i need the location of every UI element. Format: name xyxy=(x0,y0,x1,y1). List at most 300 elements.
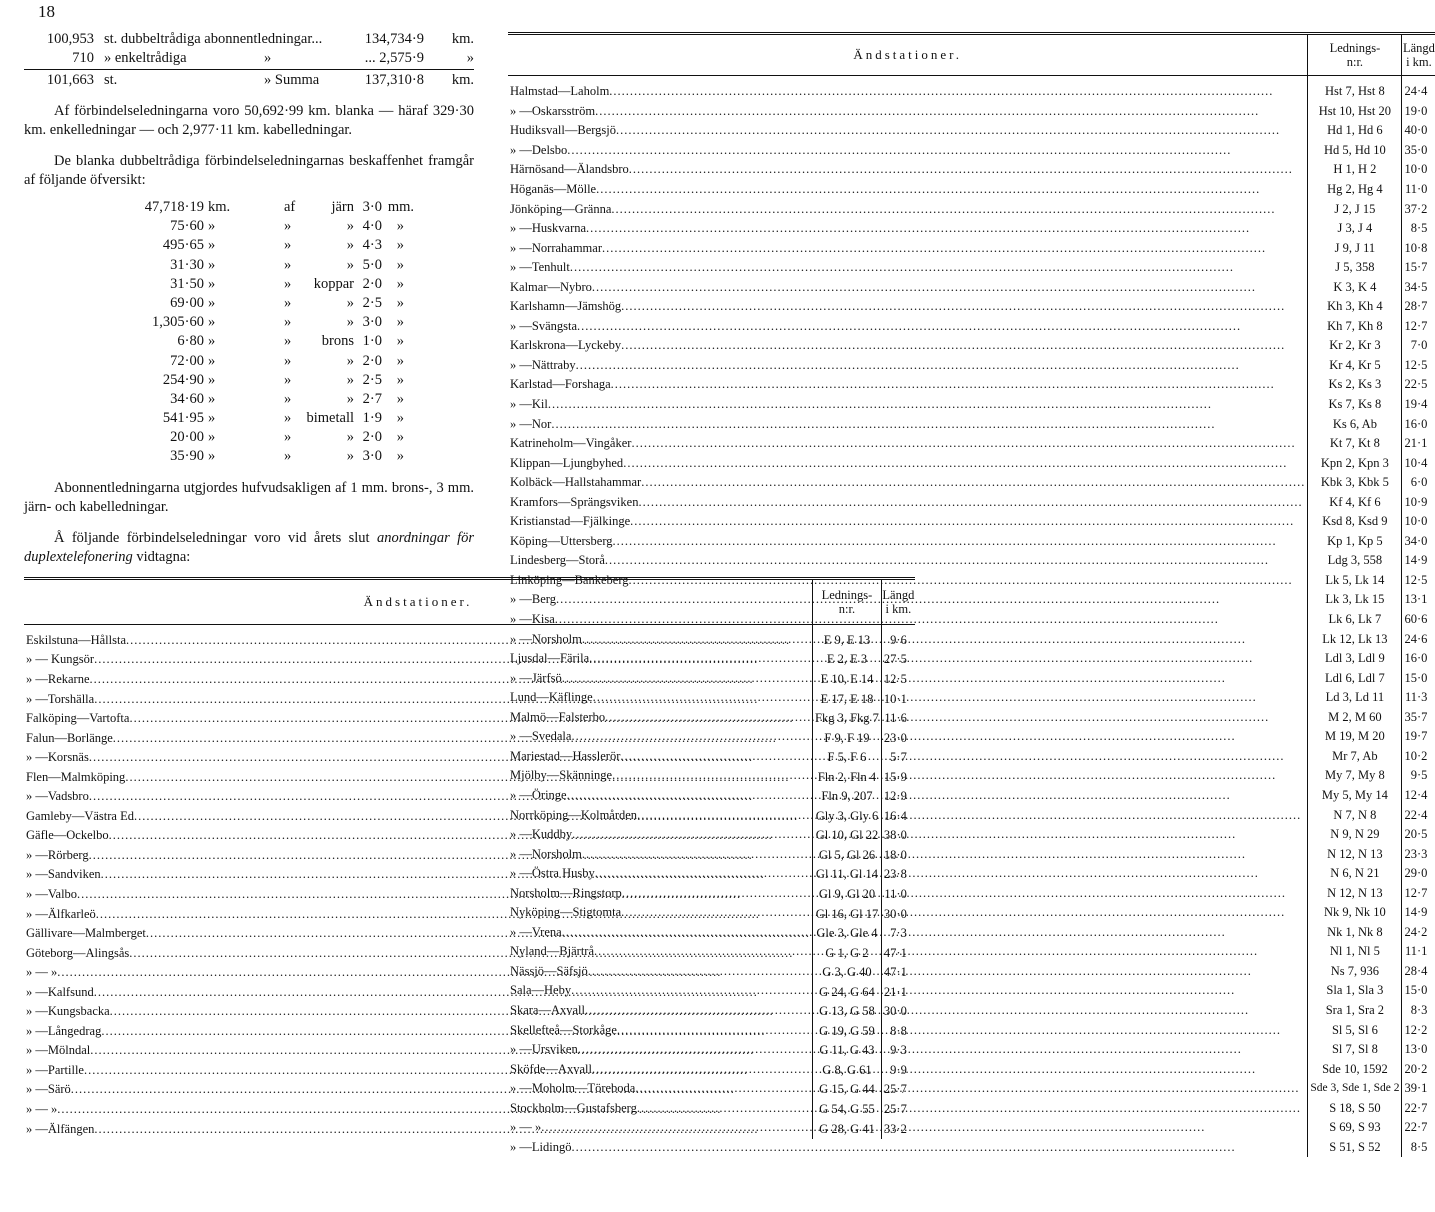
leader-dots xyxy=(623,454,1305,473)
leader-dots xyxy=(592,278,1305,297)
length-km: 16·0 xyxy=(1402,414,1435,434)
station-name: Falun—Borlänge xyxy=(26,730,113,745)
summary-b: st. dubbeltrådiga abonnentledningar... xyxy=(104,31,323,47)
spec-row xyxy=(24,371,474,390)
spec-len: 35·90 xyxy=(170,448,204,465)
table-row xyxy=(508,981,1435,1001)
spec-row xyxy=(24,352,474,371)
table-row xyxy=(508,805,1435,825)
spec-unit: » xyxy=(208,429,216,446)
length-km: 24·6 xyxy=(1402,629,1435,649)
length-km: 10·9 xyxy=(1402,492,1435,512)
spec-row xyxy=(24,447,474,466)
station-cell xyxy=(508,453,1308,473)
station-label xyxy=(510,1060,1305,1079)
length-km: 22·4 xyxy=(1402,805,1435,825)
table-row xyxy=(508,258,1435,278)
table-row xyxy=(508,786,1435,806)
station-cell xyxy=(508,571,1308,591)
station-name: » —Sandviken xyxy=(26,867,101,882)
station-name: » —Delsbo xyxy=(510,142,568,157)
station-cell xyxy=(508,962,1308,982)
station-cell xyxy=(508,668,1308,688)
summary-c: ... 2,575·9 xyxy=(364,50,424,66)
station-label xyxy=(510,239,1305,258)
table-row xyxy=(508,121,1435,141)
leader-dots xyxy=(562,669,1306,688)
station-label xyxy=(510,884,1305,903)
leader-dots xyxy=(638,493,1305,512)
station-name: Stockholm—Gustafsberg xyxy=(510,1100,637,1115)
length-km: 11·1 xyxy=(1402,942,1435,962)
spec-af: » xyxy=(284,275,292,292)
length-km: 6·0 xyxy=(1402,473,1435,493)
length-km: 16·0 xyxy=(1402,649,1435,669)
spec-unit: » xyxy=(208,294,216,311)
line-numbers: Hd 5, Hd 10 xyxy=(1308,141,1402,161)
length-km: 12·5 xyxy=(881,670,914,690)
station-cell xyxy=(508,1098,1308,1118)
length-km: 14·9 xyxy=(1402,551,1435,571)
length-km: 29·0 xyxy=(1402,864,1435,884)
spec-dim: 2·0 xyxy=(362,352,382,369)
line-numbers: Ldl 6, Ldl 7 xyxy=(1308,668,1402,688)
table-row xyxy=(508,492,1435,512)
leader-dots xyxy=(556,590,1305,609)
length-km: 8·5 xyxy=(1402,219,1435,239)
spec-af: » xyxy=(284,410,292,427)
length-km: 10·0 xyxy=(1402,512,1435,532)
station-label xyxy=(510,415,1305,434)
line-numbers: Nk 9, Nk 10 xyxy=(1308,903,1402,923)
station-label xyxy=(510,493,1305,512)
spec-mm: » xyxy=(396,256,404,273)
station-label xyxy=(510,825,1305,844)
spec-row xyxy=(24,275,474,294)
station-name: » —Kungsbacka xyxy=(26,1004,110,1019)
station-name: Kristianstad—Fjälkinge xyxy=(510,514,631,529)
table-row xyxy=(508,76,1435,102)
spec-len: 34·60 xyxy=(170,390,204,407)
length-km: 39·1 xyxy=(1402,1079,1435,1099)
spec-dim: 3·0 xyxy=(362,448,382,465)
leader-dots xyxy=(613,532,1306,551)
line-numbers: Hd 1, Hd 6 xyxy=(1308,121,1402,141)
leader-dots xyxy=(541,1118,1305,1137)
spec-dim: 3·0 xyxy=(362,199,382,215)
summary-a: 100,953 xyxy=(46,31,94,47)
spec-dim: 2·7 xyxy=(362,390,382,407)
length-km: 12·5 xyxy=(1402,571,1435,591)
station-name: Lindesberg—Storå xyxy=(510,553,605,568)
station-cell xyxy=(508,1020,1308,1040)
station-name: Skara—Axvall xyxy=(510,1002,585,1017)
station-name: Kalmar—Nybro xyxy=(510,279,592,294)
spec-len: 31·50 xyxy=(170,275,204,292)
station-name: » —Kalfsund xyxy=(26,984,94,999)
station-name: Malmö—Falsterbo xyxy=(510,709,606,724)
line-numbers: F 5, F 6 xyxy=(813,748,882,768)
table-row xyxy=(508,1118,1435,1138)
line-numbers: Ns 7, 936 xyxy=(1308,962,1402,982)
station-label xyxy=(510,297,1305,316)
line-numbers: Lk 3, Lk 15 xyxy=(1308,590,1402,610)
station-name: » —Kil xyxy=(510,397,548,412)
line-numbers: H 1, H 2 xyxy=(1308,160,1402,180)
leader-dots xyxy=(577,317,1305,336)
spec-row xyxy=(24,409,474,428)
leader-dots xyxy=(567,141,1305,160)
station-cell xyxy=(508,336,1308,356)
summary-lines xyxy=(24,30,474,90)
length-km: 35·7 xyxy=(1402,708,1435,728)
spec-row xyxy=(24,390,474,409)
station-label xyxy=(510,903,1305,922)
length-km: 12·9 xyxy=(881,787,914,807)
summary-b: st. xyxy=(104,72,118,88)
station-name: » —Svängsta xyxy=(510,318,578,333)
length-km: 30·0 xyxy=(881,904,914,924)
leader-dots xyxy=(602,239,1305,258)
length-km: 8·8 xyxy=(881,1022,914,1042)
station-name: Linköping—Bankeberg xyxy=(510,572,629,587)
length-km: 12·7 xyxy=(1402,317,1435,337)
station-cell xyxy=(508,219,1308,239)
station-name: Höganäs—Mölle xyxy=(510,182,597,196)
station-label xyxy=(510,551,1305,570)
line-numbers: G 24, G 64 xyxy=(813,982,882,1002)
leader-dots xyxy=(620,747,1305,766)
station-cell xyxy=(508,395,1308,415)
line-numbers: Kr 2, Kr 3 xyxy=(1308,336,1402,356)
spec-mat: koppar xyxy=(313,275,354,292)
paragraph-4: Å följande förbindelseledningar voro vid årets slut anordningar för duplextelefonering vidtagna: xyxy=(24,529,474,565)
leader-dots xyxy=(578,1040,1306,1059)
station-name: » — Kungsör xyxy=(26,652,95,667)
header-length: Längd i km. xyxy=(881,578,914,624)
station-name: » —Partille xyxy=(26,1062,84,1077)
line-numbers: N 12, N 13 xyxy=(1308,883,1402,903)
line-numbers: Sl 7, Sl 8 xyxy=(1308,1040,1402,1060)
station-cell xyxy=(508,766,1308,786)
leader-dots xyxy=(596,180,1305,199)
spec-mat: bimetall xyxy=(306,410,354,427)
station-cell xyxy=(508,121,1308,141)
spec-af: » xyxy=(284,448,292,465)
spec-mm: » xyxy=(396,218,404,235)
spec-mat: » xyxy=(346,448,354,465)
leader-dots xyxy=(572,825,1305,844)
spec-unit: » xyxy=(208,371,216,388)
table-row xyxy=(508,590,1435,610)
summary-d: km. xyxy=(451,31,474,47)
spec-mm: » xyxy=(396,333,404,350)
station-label xyxy=(510,981,1305,1000)
leader-dots xyxy=(571,981,1305,1000)
station-label xyxy=(510,258,1305,277)
leader-dots xyxy=(609,82,1305,101)
leader-dots xyxy=(641,473,1305,492)
leader-dots xyxy=(622,884,1306,903)
station-cell xyxy=(508,649,1308,669)
paragraph-3: Abonnentledningarna utgjordes hufvudsakligen af 1 mm. brons-, 3 mm. järn- och kabelledningar. xyxy=(24,479,474,515)
summary-a: 101,663 xyxy=(46,72,94,88)
length-km: 11·0 xyxy=(881,885,914,905)
station-cell xyxy=(508,923,1308,943)
station-name: Kramfors—Sprängsviken xyxy=(510,494,639,509)
station-label xyxy=(510,610,1305,629)
summary-m: » xyxy=(264,50,272,66)
header-station-right: Ändstationer. xyxy=(508,34,1308,76)
length-km: 5·7 xyxy=(881,748,914,768)
station-label xyxy=(510,1118,1305,1137)
leader-dots xyxy=(588,962,1306,981)
line-numbers: Ldl 3, Ldl 9 xyxy=(1308,649,1402,669)
line-numbers: G 3, G 40 xyxy=(813,963,882,983)
length-km: 10·0 xyxy=(1402,160,1435,180)
station-name: Härnösand—Älandsbro xyxy=(510,162,629,177)
spec-unit: » xyxy=(208,237,216,254)
table-row xyxy=(508,688,1435,708)
station-cell xyxy=(508,883,1308,903)
header-station: Ändstationer. xyxy=(24,578,813,624)
summary-line xyxy=(24,30,474,49)
station-name: » —Norsholm xyxy=(510,631,582,646)
station-name: Mariestad—Hasslerör xyxy=(510,748,621,763)
station-label xyxy=(510,649,1305,668)
station-name: » —Ursviken xyxy=(510,1042,578,1057)
table-row xyxy=(508,1040,1435,1060)
table-row xyxy=(508,395,1435,415)
station-name: Gamleby—Västra Ed xyxy=(26,808,134,823)
line-numbers: Ks 6, Ab xyxy=(1308,414,1402,434)
length-km: 10·8 xyxy=(1402,238,1435,258)
station-cell xyxy=(508,356,1308,376)
spec-dim: 2·5 xyxy=(362,294,382,311)
length-km: 25·7 xyxy=(881,1100,914,1120)
station-name: » —Älfängen xyxy=(26,1121,95,1136)
station-label xyxy=(510,160,1305,179)
leader-dots xyxy=(616,121,1305,140)
station-name: » —Långedrag xyxy=(26,1023,102,1038)
station-cell xyxy=(508,532,1308,552)
table-row xyxy=(508,708,1435,728)
table-row xyxy=(508,434,1435,454)
length-km: 34·5 xyxy=(1402,277,1435,297)
line-numbers: G 8, G 61 xyxy=(813,1061,882,1081)
station-cell xyxy=(508,688,1308,708)
line-numbers: Kh 7, Kh 8 xyxy=(1308,317,1402,337)
spec-mat: » xyxy=(346,390,354,407)
line-numbers: N 7, N 8 xyxy=(1308,805,1402,825)
length-km: 33·2 xyxy=(881,1119,914,1139)
station-name: » —Rekarne xyxy=(26,671,90,686)
leader-dots xyxy=(621,903,1305,922)
table-row xyxy=(508,747,1435,767)
station-name: » —Kuddby xyxy=(510,827,573,842)
table-row xyxy=(508,297,1435,317)
station-cell xyxy=(508,825,1308,845)
spec-len: 6·80 xyxy=(177,333,204,350)
line-numbers: J 2, J 15 xyxy=(1308,199,1402,219)
leader-dots xyxy=(605,708,1305,727)
station-name: » —Norrahammar xyxy=(510,240,602,255)
line-numbers: S 18, S 50 xyxy=(1308,1098,1402,1118)
length-km: 11·3 xyxy=(1402,688,1435,708)
line-numbers: N 12, N 13 xyxy=(1308,844,1402,864)
leader-dots xyxy=(548,395,1305,414)
table-row xyxy=(508,864,1435,884)
table-row xyxy=(508,903,1435,923)
line-numbers: My 5, My 14 xyxy=(1308,786,1402,806)
station-name: » —Moholm—Töreboda xyxy=(510,1081,636,1096)
spec-dim: 3·0 xyxy=(362,314,382,331)
length-km: 22·7 xyxy=(1402,1098,1435,1118)
table-row xyxy=(508,160,1435,180)
station-name: » —Öringe xyxy=(510,787,567,802)
spec-af: » xyxy=(284,294,292,311)
leader-dots xyxy=(555,610,1306,629)
spec-mm: » xyxy=(396,390,404,407)
station-label xyxy=(510,1099,1305,1118)
length-km: 10·4 xyxy=(1402,453,1435,473)
table-row xyxy=(508,238,1435,258)
station-label xyxy=(510,1021,1305,1040)
line-numbers: M 2, M 60 xyxy=(1308,708,1402,728)
spec-len: 495·65 xyxy=(162,237,204,254)
length-km: 16·4 xyxy=(881,807,914,827)
station-name: » —Lidingö xyxy=(510,1139,572,1154)
line-numbers: Kt 7, Kt 8 xyxy=(1308,434,1402,454)
station-name: Falköping—Vartofta xyxy=(26,711,130,726)
line-numbers: Kp 1, Kp 5 xyxy=(1308,532,1402,552)
station-label xyxy=(510,590,1305,609)
length-km: 9·9 xyxy=(881,1061,914,1081)
leader-dots xyxy=(595,102,1305,121)
length-km: 12·4 xyxy=(1402,786,1435,806)
length-km: 9·3 xyxy=(881,1041,914,1061)
station-name: » —Huskvarna xyxy=(510,221,587,236)
station-label xyxy=(510,708,1305,727)
station-label xyxy=(510,473,1305,492)
leader-dots xyxy=(630,512,1305,531)
station-name: Norrköping—Kolmården xyxy=(510,807,638,822)
table-row xyxy=(508,1001,1435,1021)
station-label xyxy=(510,864,1305,883)
station-name: » —Berg xyxy=(510,592,556,607)
line-numbers: G 19, G 59 xyxy=(813,1022,882,1042)
station-name: Eskilstuna—Hållsta xyxy=(26,632,126,647)
length-km: 18·0 xyxy=(881,846,914,866)
line-numbers: Gl 16, Gl 17 xyxy=(813,904,882,924)
station-cell xyxy=(508,786,1308,806)
summary-line xyxy=(24,49,474,68)
spec-unit: » xyxy=(208,390,216,407)
station-cell xyxy=(508,199,1308,219)
station-cell xyxy=(508,864,1308,884)
line-numbers: Gl 9, Gl 20 xyxy=(813,885,882,905)
line-numbers: J 9, J 11 xyxy=(1308,238,1402,258)
spec-unit: km. xyxy=(208,199,231,215)
leader-dots xyxy=(576,356,1306,375)
length-km: 8·3 xyxy=(1402,1001,1435,1021)
station-name: Mjölby—Skänninge xyxy=(510,768,613,783)
station-cell xyxy=(508,805,1308,825)
station-cell xyxy=(508,1079,1308,1099)
leader-dots xyxy=(582,845,1305,864)
line-numbers: Fln 2, Fln 4 xyxy=(813,767,882,787)
summary-d: km. xyxy=(451,72,474,88)
line-numbers: Ld 3, Ld 11 xyxy=(1308,688,1402,708)
line-numbers: Hst 10, Hst 20 xyxy=(1308,102,1402,122)
leader-dots xyxy=(592,1060,1305,1079)
length-km: 12·5 xyxy=(1402,356,1435,376)
station-name: Sala—Heby xyxy=(510,983,572,998)
station-name: Köping—Uttersberg xyxy=(510,533,613,548)
station-cell xyxy=(508,1040,1308,1060)
length-km: 7·3 xyxy=(881,924,914,944)
length-km: 23·3 xyxy=(1402,844,1435,864)
line-numbers: E 2, E 3 xyxy=(813,650,882,670)
spec-dim: 4·3 xyxy=(362,237,382,254)
table-row xyxy=(508,453,1435,473)
table-row xyxy=(508,512,1435,532)
station-label xyxy=(510,766,1305,785)
line-numbers: Ksd 8, Ksd 9 xyxy=(1308,512,1402,532)
station-name: » —Älfkarleö xyxy=(26,906,96,921)
station-label xyxy=(510,82,1305,101)
station-name: Karlshamn—Jämshög xyxy=(510,299,622,314)
station-label xyxy=(510,747,1305,766)
spec-mat: » xyxy=(346,218,354,235)
table-row xyxy=(508,219,1435,239)
length-km: 19·4 xyxy=(1402,395,1435,415)
leader-dots xyxy=(595,864,1306,883)
leader-dots xyxy=(611,375,1306,394)
spec-row xyxy=(24,332,474,351)
table-row xyxy=(508,1098,1435,1118)
spec-af: » xyxy=(284,237,292,254)
station-name: Karlskrona—Lyckeby xyxy=(510,338,622,353)
station-name: Nyland—Bjärtrå xyxy=(510,944,595,959)
spec-unit: » xyxy=(208,275,216,292)
station-cell xyxy=(508,238,1308,258)
table-row xyxy=(508,1059,1435,1079)
station-name: » —Valbo xyxy=(26,887,78,901)
table-row xyxy=(508,375,1435,395)
length-km: 19·0 xyxy=(1402,102,1435,122)
table-row xyxy=(508,668,1435,688)
leader-dots xyxy=(589,649,1305,668)
line-numbers: Hst 7, Hst 8 xyxy=(1308,76,1402,102)
header-lines: Lednings- n:r. xyxy=(813,578,882,624)
spec-dim: 1·0 xyxy=(362,333,382,350)
length-km: 13·0 xyxy=(1402,1040,1435,1060)
line-numbers: Ks 7, Ks 8 xyxy=(1308,395,1402,415)
length-km: 60·6 xyxy=(1402,610,1435,630)
station-label xyxy=(510,336,1305,355)
station-label xyxy=(510,630,1305,649)
spec-mm: » xyxy=(396,314,404,331)
spec-af: » xyxy=(284,314,292,331)
station-label xyxy=(510,200,1305,219)
table-row xyxy=(508,180,1435,200)
length-km: 22·5 xyxy=(1402,375,1435,395)
line-numbers: E 10, E 14 xyxy=(813,670,882,690)
line-numbers: Gl 5, Gl 26 xyxy=(813,846,882,866)
spec-unit: » xyxy=(208,448,216,465)
line-numbers: G 1, G 2 xyxy=(813,943,882,963)
